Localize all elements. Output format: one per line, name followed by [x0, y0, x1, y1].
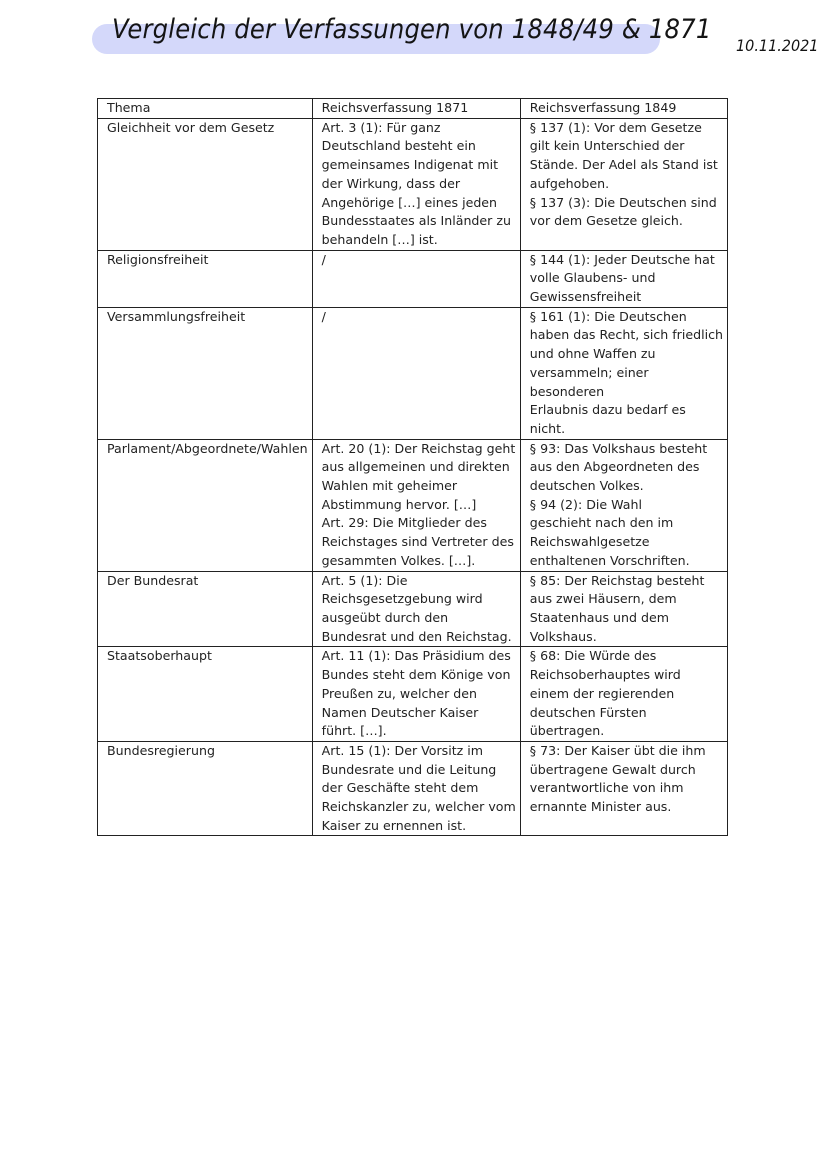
cell-rv1849 [520, 307, 727, 439]
cell-text-line: Kaiser zu ernennen ist. [321, 817, 467, 833]
cell-rv1871 [312, 118, 520, 250]
table-row [98, 118, 728, 250]
cell-rv1871 [312, 571, 520, 647]
cell-text-line: § 93: Das Volkshaus besteht [529, 440, 708, 456]
cell-rv1849 [520, 439, 727, 571]
cell-text-line: Staatenhaus und dem [529, 609, 670, 625]
cell-text-line: gemeinsames Indigenat mit [321, 157, 499, 173]
cell-text-line: / [321, 251, 326, 267]
cell-thema: Religionsfreiheit [98, 250, 313, 307]
cell-text-line: § 137 (3): Die Deutschen sind [529, 194, 717, 210]
cell-text-line: Reichstages sind Vertreter des [321, 534, 514, 550]
cell-rv1849 [520, 118, 727, 250]
cell-text-line: volle Glaubens- und [529, 270, 656, 286]
cell-thema: Gleichheit vor dem Gesetz [98, 118, 313, 250]
cell-text-line: ausgeübt durch den [321, 609, 449, 625]
cell-text-line: § 144 (1): Jeder Deutsche hat [529, 251, 715, 267]
cell-text-line: ernannte Minister aus. [529, 799, 672, 815]
cell-text-line: aus zwei Häusern, dem [529, 591, 677, 607]
cell-text-line: der Geschäfte steht dem [321, 780, 479, 796]
cell-text-line: verantwortliche von ihm [529, 780, 684, 796]
cell-text-line: nicht. [529, 420, 566, 436]
cell-text-line: § 161 (1): Die Deutschen [529, 308, 687, 324]
cell-rv1849 [520, 250, 727, 307]
cell-text-line: § 73: Der Kaiser übt die ihm [529, 742, 706, 758]
cell-text-line: aus den Abgeordneten des [529, 459, 700, 475]
cell-text-line: Volkshaus. [529, 628, 597, 644]
comparison-table [97, 98, 728, 836]
table-row [98, 571, 728, 647]
cell-text-line: Art. 29: Die Mitglieder des [321, 515, 487, 531]
cell-text-line: haben das Recht, sich friedlich [529, 327, 723, 343]
table-row [98, 250, 728, 307]
cell-text-line: übertragen. [529, 723, 605, 739]
cell-text-line: Preußen zu, welcher den [321, 685, 478, 701]
cell-text-line: Abstimmung hervor. […] [321, 496, 477, 512]
cell-text-line: enthaltenen Vorschriften. [529, 552, 690, 568]
cell-thema: Versammlungsfreiheit [98, 307, 313, 439]
cell-text-line: deutschen Fürsten [529, 704, 647, 720]
column-header-rv1871: Reichsverfassung 1871 [312, 99, 520, 119]
cell-text-line: Reichswahlgesetze [529, 534, 650, 550]
cell-text-line: Art. 5 (1): Die [321, 572, 408, 588]
cell-text-line: Bundesstaates als Inländer zu [321, 213, 511, 229]
cell-rv1849 [520, 741, 727, 836]
cell-rv1871 [312, 307, 520, 439]
cell-text-line: Stände. Der Adel als Stand ist [529, 157, 718, 173]
cell-text-line: Reichsoberhauptes wird [529, 667, 681, 683]
cell-text-line: Bundesrate und die Leitung [321, 761, 497, 777]
table-row [98, 741, 728, 836]
cell-text-line: Erlaubnis dazu bedarf es [529, 402, 686, 418]
cell-rv1849 [520, 571, 727, 647]
cell-text-line: Reichskanzler zu, welcher vom [321, 799, 516, 815]
cell-text-line: und ohne Waffen zu [529, 346, 656, 362]
column-header-thema: Thema [98, 99, 313, 119]
cell-rv1849 [520, 647, 727, 742]
cell-text-line: / [321, 308, 326, 324]
cell-text-line: aufgehoben. [529, 175, 610, 191]
cell-text-line: besonderen [529, 383, 605, 399]
cell-thema: Bundesregierung [98, 741, 313, 836]
cell-text-line: Art. 15 (1): Der Vorsitz im [321, 742, 484, 758]
cell-text-line: Art. 20 (1): Der Reichstag geht [321, 440, 516, 456]
cell-text-line: Deutschland besteht ein [321, 138, 476, 154]
cell-text-line: führt. […]. [321, 723, 387, 739]
cell-text-line: aus allgemeinen und direkten [321, 459, 510, 475]
cell-text-line: geschieht nach den im [529, 515, 674, 531]
cell-text-line: übertragene Gewalt durch [529, 761, 696, 777]
cell-rv1871 [312, 250, 520, 307]
cell-text-line: der Wirkung, dass der [321, 175, 461, 191]
table-row [98, 307, 728, 439]
cell-text-line: Angehörige […] eines jeden [321, 194, 498, 210]
cell-rv1871 [312, 647, 520, 742]
table-row [98, 647, 728, 742]
cell-text-line: Wahlen mit geheimer [321, 478, 458, 494]
cell-text-line: vor dem Gesetze gleich. [529, 213, 683, 229]
cell-text-line: Art. 3 (1): Für ganz [321, 119, 441, 135]
cell-text-line: behandeln […] ist. [321, 231, 438, 247]
cell-text-line: einem der regierenden [529, 685, 675, 701]
page-title: Vergleich der Verfassungen von 1848/49 & 1871 [112, 14, 712, 45]
cell-thema: Parlament/Abgeordnete/Wahlen [98, 439, 313, 571]
cell-text-line: Gewissensfreiheit [529, 289, 642, 305]
cell-text-line: § 68: Die Würde des [529, 648, 657, 664]
cell-text-line: Art. 11 (1): Das Präsidium des [321, 648, 511, 664]
cell-text-line: gilt kein Unterschied der [529, 138, 685, 154]
cell-text-line: § 85: Der Reichstag besteht [529, 572, 705, 588]
cell-rv1871 [312, 439, 520, 571]
cell-rv1871 [312, 741, 520, 836]
cell-text-line: Bundesrat und den Reichstag. [321, 628, 512, 644]
cell-thema: Der Bundesrat [98, 571, 313, 647]
date-label: 10.11.2021 [736, 36, 819, 55]
column-header-rv1849: Reichsverfassung 1849 [520, 99, 727, 119]
cell-text-line: Reichsgesetzgebung wird [321, 591, 483, 607]
cell-text-line: § 94 (2): Die Wahl [529, 496, 642, 512]
cell-thema: Staatsoberhaupt [98, 647, 313, 742]
cell-text-line: Namen Deutscher Kaiser [321, 704, 479, 720]
cell-text-line: gesammten Volkes. […]. [321, 552, 476, 568]
cell-text-line: versammeln; einer [529, 364, 649, 380]
cell-text-line: Bundes steht dem Könige von [321, 667, 511, 683]
table-row [98, 439, 728, 571]
cell-text-line: deutschen Volkes. [529, 478, 644, 494]
table-header-row [98, 99, 728, 119]
cell-text-line: § 137 (1): Vor dem Gesetze [529, 119, 702, 135]
